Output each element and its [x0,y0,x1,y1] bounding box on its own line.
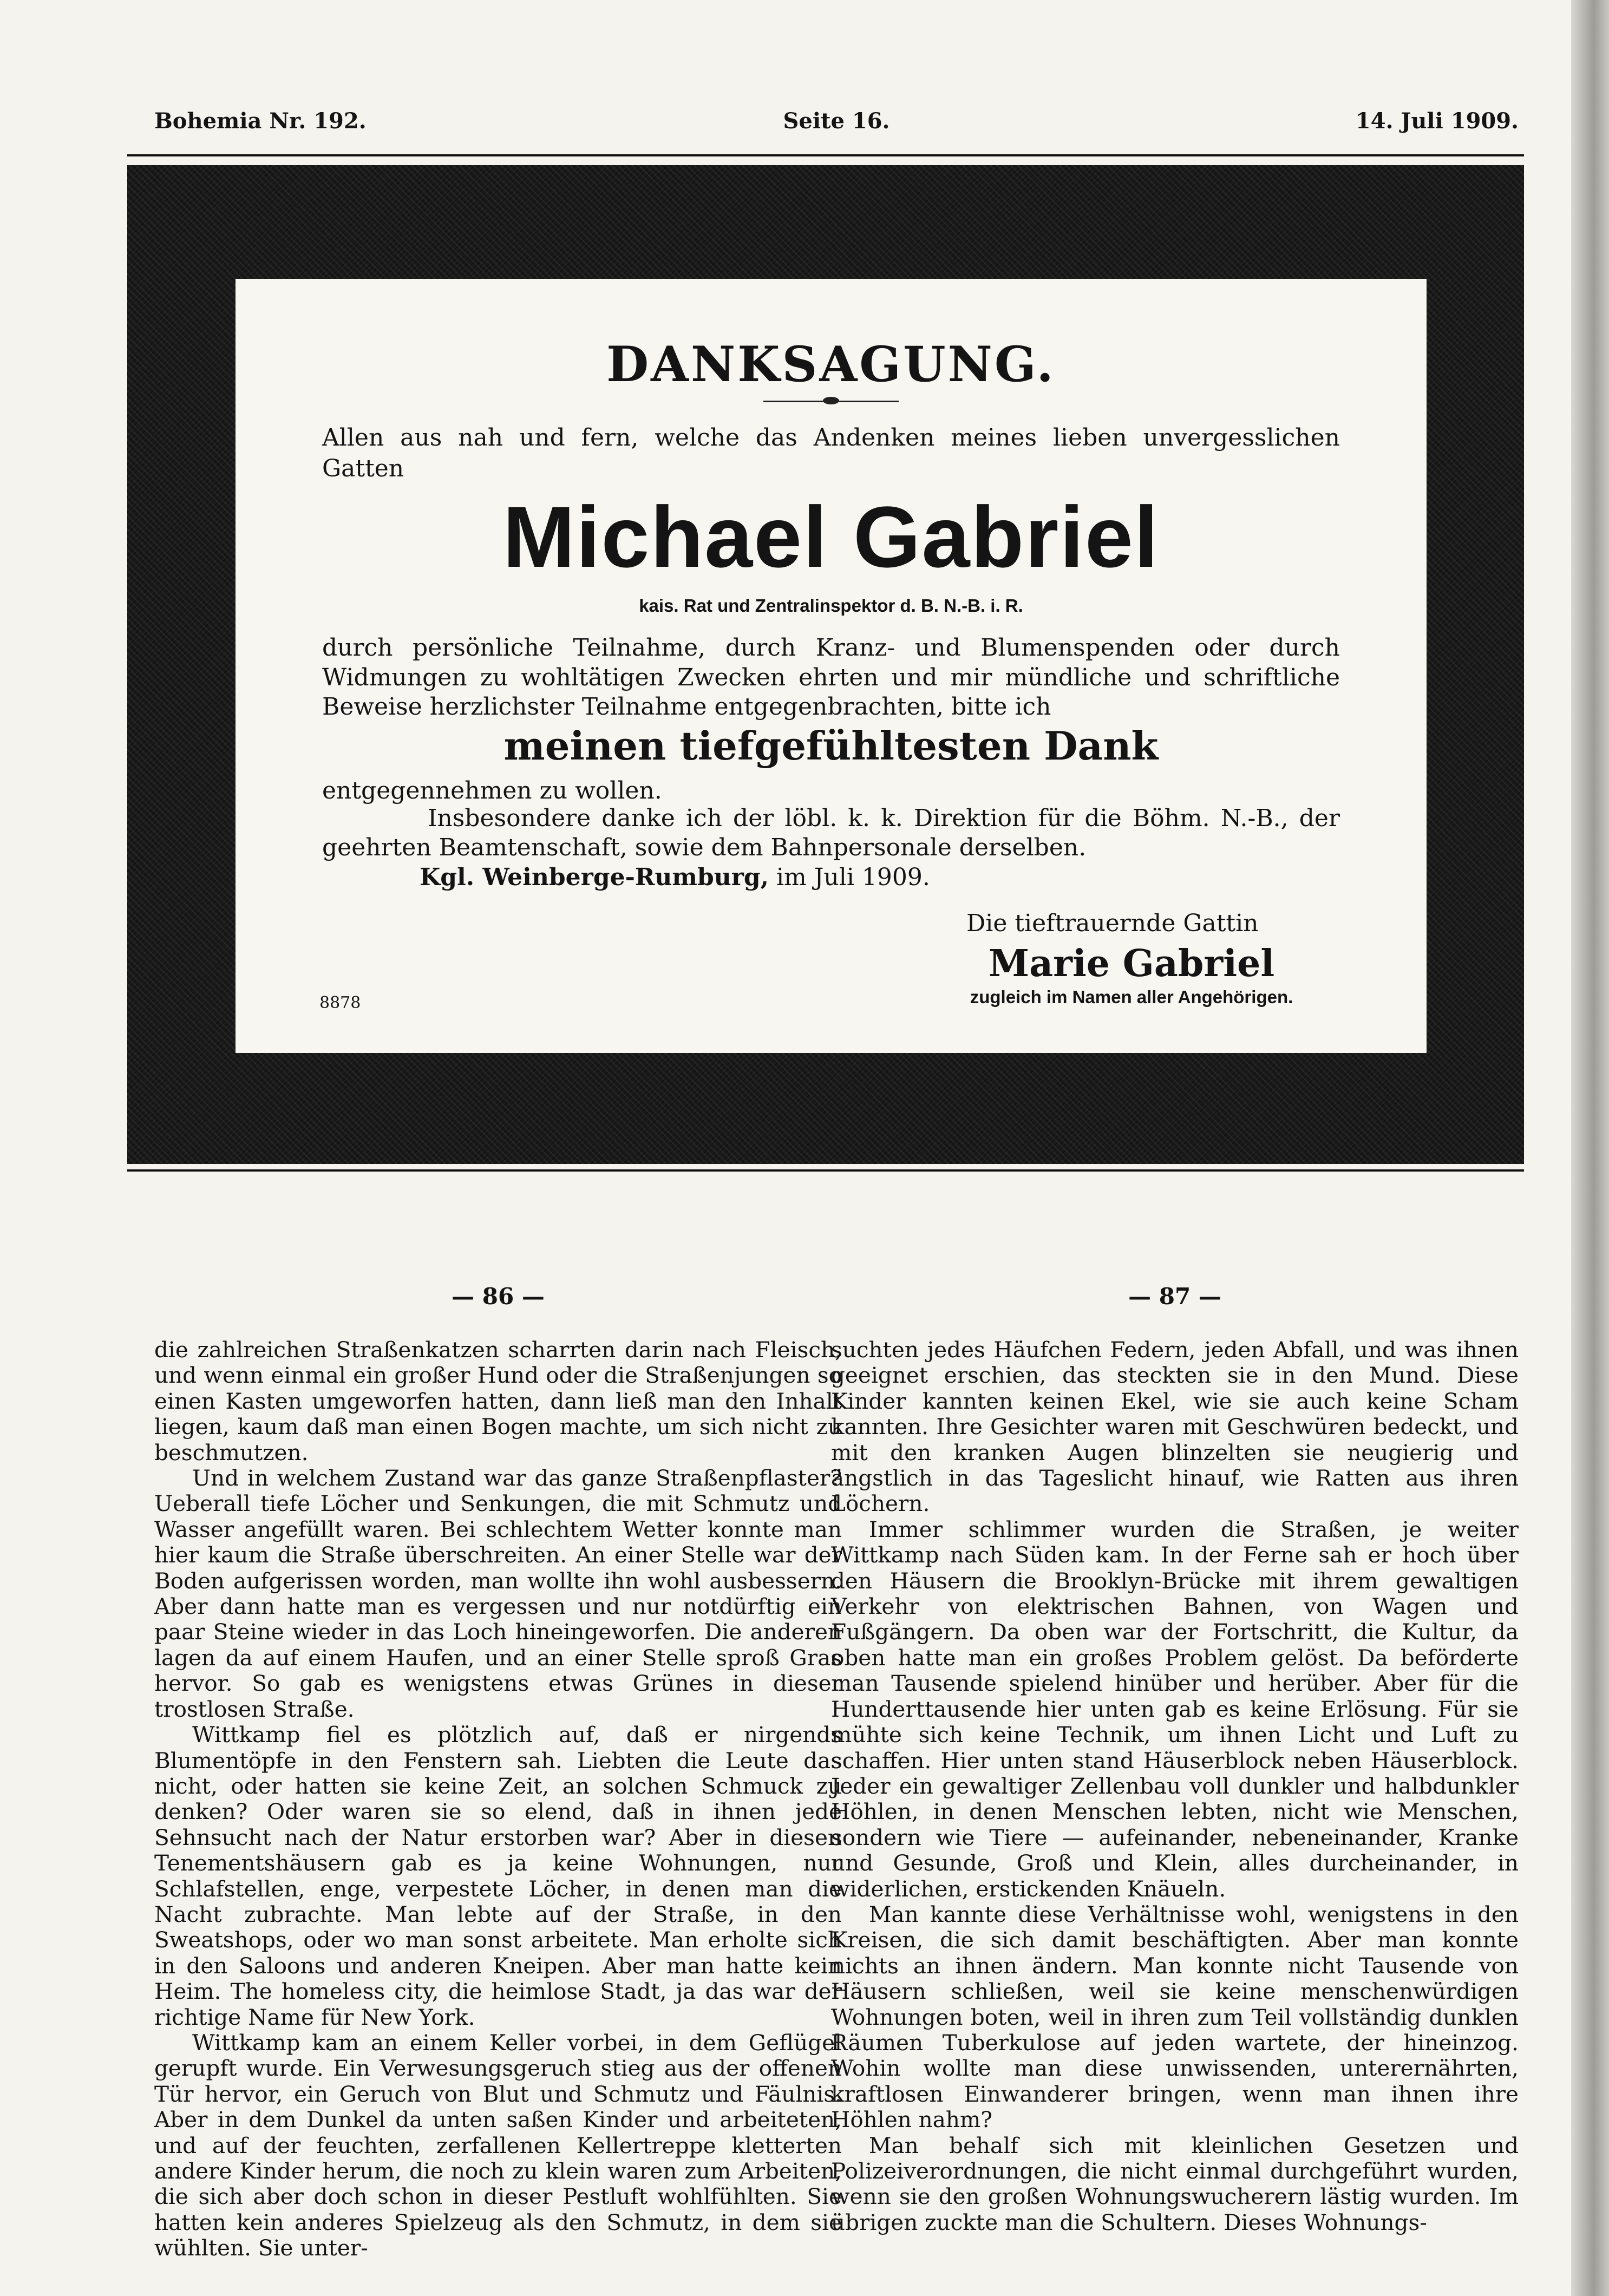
place: Kgl. Weinberge-Rumburg, [420,864,769,891]
paragraph: suchten jedes Häufchen Federn, jeden Abfall, und was ihnen geeignet erschien, das steckten sie in den Mund. Diese Kinder kannten keinen Ekel, wie sie auch keine Scham kannten. Ihre Gesichter waren mit Geschwüren bedeckt, und mit den kranken Augen blinzelten sie neugierig und ängstlich in das Tageslicht hinauf, wie Ratten aus ihren Löchern. [831,1337,1519,1517]
deceased-name: Michael Gabriel [502,488,1160,585]
thank-you-notice [236,279,1427,1053]
paragraph: Und in welchem Zustand war das ganze Straßenpflaster? Ueberall tiefe Löcher und Senkungen, die mit Schmutz und Wasser angefüllt waren. Bei schlechtem Wetter konnte man hier kaum die Straße überschreiten. An einer Stelle war der Boden aufgerissen worden, man wollte ihn wohl ausbessern. Aber dann hatte man es vergessen und nur notdürftig ein paar Steine wieder in das Loch hineingeworfen. Die anderen lagen da auf einem Haufen, und an einer Stelle sproß Gras hervor. So gab es wenigstens etwas Grünes in dieser trostlosen Straße. [154,1465,842,1722]
date: im Juli 1909. [776,864,930,891]
thanks-line: meinen tiefgefühltesten Dank [503,723,1159,769]
place-date-line [420,864,930,891]
special-thanks: Insbesondere danke ich der löbl. k. k. Direktion für die Böhm. N.-B., der geehrten Beamtenschaft, sowie dem Bahnpersonale derselben. [322,804,1340,861]
mourning-line: Die tieftrauernde Gattin [966,910,1259,937]
header-issue: Bohemia Nr. 192. [154,108,367,134]
widow-name: Marie Gabriel [988,942,1275,985]
header-date: 14. Juli 1909. [1355,108,1519,134]
page-header [154,108,1519,152]
paragraph: Wittkamp kam an einem Keller vorbei, in dem Geflügel gerupft wurde. Ein Verwesungsgeruch stieg aus der offenen Tür hervor, ein Geruch von Blut und Schmutz und Fäulnis. Aber in dem Dunkel da unten saßen Kinder und arbeiteten, und auf der feuchten, zerfallenen Kellertreppe kletterten andere Kinder herum, die noch zu klein waren zum Arbeiten, die sich aber doch schon in dieser Pestluft wohlfühlten. Sie hatten kein anderes Spielzeug als den Schmutz, in dem sie wühlten. Sie unter- [154,2029,842,2261]
notice-body: durch persönliche Teilnahme, durch Kranz- und Blumenspenden oder durch Widmungen zu wohltätigen Zwecken ehrten und mir mündliche und schriftliche Beweise herzlichster Teilnahme entgegenbrachten, bitte ich [322,634,1340,721]
notice-rule [127,1169,1524,1172]
left-page-number: — 86 — [452,1283,545,1310]
paragraph: Wittkamp fiel es plötzlich auf, daß er nirgends Blumentöpfe in den Fenstern sah. Liebten die Leute das nicht, oder hatten sie keine Zeit, an solchen Schmuck zu denken? Oder waren sie so elend, daß in ihnen jede Sehnsucht nach der Natur erstorben war? Aber in diesen Tenementshäusern gab es ja keine Wohnungen, nur Schlafstellen, enge, verpestete Löcher, in denen man die Nacht zubrachte. Man lebte auf der Straße, in den Sweatshops, oder wo man sonst arbeitete. Man erholte sich in den Saloons und anderen Kneipen. Aber man hatte kein Heim. The homeless city, die heimlose Stadt, ja das war der richtige Name für New York. [154,1722,842,2030]
paragraph: Immer schlimmer wurden die Straßen, je weiter Wittkamp nach Süden kam. In der Ferne sah er hoch über den Häusern die Brooklyn-Brücke mit ihrem gewaltigen Verkehr von elektrischen Bahnen, von Wagen und Fußgängern. Da oben war der Fortschritt, die Kultur, da oben hatte man ein großes Problem gelöst. Da beförderte man Tausende spielend hinüber und herüber. Aber für die Hunderttausende hier unten gab es keine Erlösung. Für sie mühte sich keine Technik, um ihnen Licht und Luft zu schaffen. Hier unten stand Häuserblock neben Häuserblock. Jeder ein gewaltiger Zellenbau voll dunkler und halbdunkler Höhlen, in denen Menschen lebten, nicht wie Menschen, sondern wie Tiere — aufeinander, nebeneinander, Kranke und Gesunde, Groß und Klein, alles durcheinander, in widerlichen, erstickenden Knäueln. [831,1516,1519,1902]
header-rule [127,154,1524,156]
story-column-left [154,1337,842,2261]
paragraph: die zahlreichen Straßenkatzen scharrten darin nach Fleisch, und wenn einmal ein großer Hund oder die Straßenjungen so einen Kasten umgeworfen hatten, dann ließ man den Inhalt liegen, kaum daß man einen Bogen machte, um sich nicht zu beschmutzen. [154,1337,842,1466]
family-line: zugleich im Namen aller Angehörigen. [970,987,1293,1007]
header-page-number: Seite 16. [783,108,890,134]
notice-title: DANKSAGUNG. [606,336,1056,393]
notice-intro: Allen aus nah und fern, welche das Andenken meines lieben unvergesslichen Gatten [322,424,1340,483]
accept-line: entgegennehmen zu wollen. [322,777,662,804]
paragraph: Man behalf sich mit kleinlichen Gesetzen und Polizeiverordnungen, die nicht einmal durchgeführt wurden, wenn sie den großen Wohnungswucherern lästig wurden. Im übrigen zuckte man die Schultern. Dieses Wohnungs- [831,2132,1519,2235]
mourning-border [127,165,1524,1164]
ornament-dot [823,397,839,404]
paragraph: Man kannte diese Verhältnisse wohl, wenigstens in den Kreisen, die sich damit beschäftigten. Aber man konnte nichts an ihnen ändern. Man konnte nicht Tausende von Häusern schließen, weil sie keine menschenwürdigen Wohnungen boten, weil in ihren zum Teil vollständig dunklen Räumen Tuberkulose auf jeden wartete, der hineinzog. Wohin wollte man diese unwissenden, unterernährten, kraftlosen Einwanderer bringen, wenn man ihnen ihre Höhlen nahm? [831,1901,1519,2133]
page-edge-shadow [1571,0,1609,2296]
ad-number: 8878 [319,993,361,1012]
right-page-number: — 87 — [1128,1283,1221,1310]
story-column-right [831,1337,1519,2235]
deceased-position: kais. Rat und Zentralinspektor d. B. N.-B. i. R. [639,596,1023,616]
